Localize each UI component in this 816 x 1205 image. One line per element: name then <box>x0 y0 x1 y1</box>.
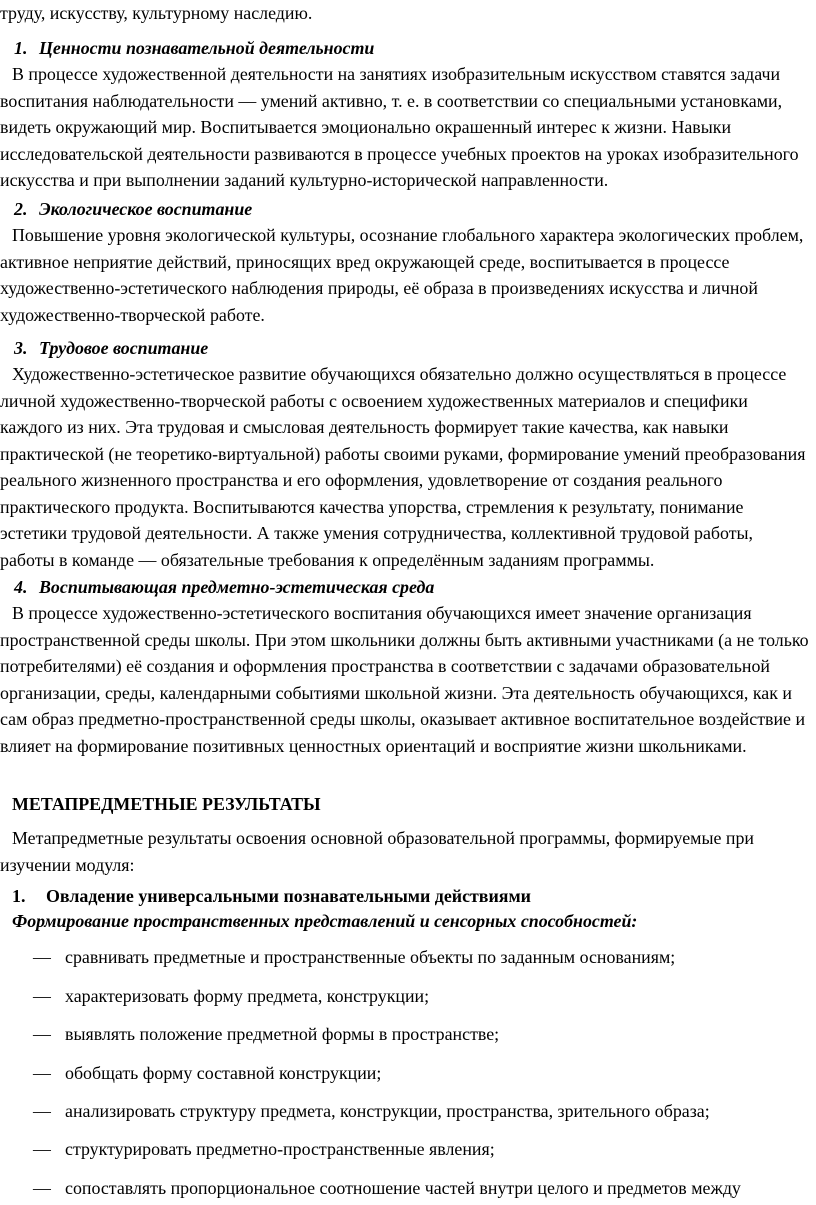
list-item-text: обобщать форму составной конструкции; <box>65 1063 382 1083</box>
section-4-title: Воспитывающая предметно-эстетическая среда <box>39 577 435 597</box>
dash-marker: — <box>33 1139 51 1159</box>
section-3-text: Художественно-эстетическое развитие обучающихся обязательно должно осуществляться в процессе личной художественно-творческой работы с освоением художественных материалов и специфики каждого из них. Эта трудовая и смысловая деятельность формирует такие качества, как навыки практической (не теоретико-виртуальной) работы своими руками, формирование умений преобразования реального жизненного пространства и его оформления, удовлетворение от создания реального практического продукта. Воспитываются качества упорства, стремления к результату, понимание эстетики трудовой деятельности. А также умения сотрудничества, коллективной трудовой работы, работы в команде — обязательные требования к определённым заданиям программы. <box>0 364 806 570</box>
list-item-text: характеризовать форму предмета, конструкции; <box>65 986 430 1006</box>
section-1-heading <box>0 35 374 62</box>
meta-title: МЕТАПРЕДМЕТНЫЕ РЕЗУЛЬТАТЫ <box>12 794 321 814</box>
section-2-number: 2. <box>14 199 28 219</box>
section-3-title: Трудовое воспитание <box>39 338 209 358</box>
section-3-heading <box>0 335 208 362</box>
section-1-number: 1. <box>14 38 28 58</box>
section-2-text: Повышение уровня экологической культуры, осознание глобального характера экологических проблем, активное неприятие действий, приносящих вред окружающей среде, воспитывается в процессе художественно-эстетического наблюдения природы, её образа в произведениях искусства и личной художественно-творческой работе. <box>0 225 804 325</box>
dash-marker: — <box>33 1063 51 1083</box>
list-item-text: выявлять положение предметной формы в пространстве; <box>65 1024 500 1044</box>
section-4-number: 4. <box>14 577 28 597</box>
section-1-title: Ценности познавательной деятельности <box>39 38 375 58</box>
section-1-text: В процессе художественной деятельности на занятиях изобразительным искусством ставятся задачи воспитания наблюдательности — умений активно, т. е. в соответствии со специальными установками, видеть окружающий мир. Воспитывается эмоционально окрашенный интерес к жизни. Навыки исследовательской деятельности развиваются в процессе учебных проектов на уроках изобразительного искусства и при выполнении заданий культурно-исторической направленности. <box>0 64 799 190</box>
section-3-number: 3. <box>14 338 28 358</box>
sub-heading <box>0 883 531 910</box>
sub-number: 1. <box>12 886 26 906</box>
sub-title: Овладение универсальными познавательными действиями <box>46 886 531 906</box>
dash-marker: — <box>33 986 51 1006</box>
list-item-text: структурировать предметно-пространственные явления; <box>65 1139 495 1159</box>
dash-marker: — <box>33 1178 51 1198</box>
section-2-title: Экологическое воспитание <box>39 199 253 219</box>
section-4-heading <box>0 574 434 601</box>
meta-intro: Метапредметные результаты освоения основной образовательной программы, формируемые при изучении модуля: <box>0 828 754 875</box>
list-item-text: сравнивать предметные и пространственные объекты по заданным основаниям; <box>65 947 676 967</box>
list-item-text: анализировать структуру предмета, конструкции, пространства, зрительного образа; <box>65 1101 710 1121</box>
list-item-text: сопоставлять пропорциональное соотношение частей внутри целого и предметов между <box>65 1178 741 1198</box>
section-2-heading <box>0 196 252 223</box>
dash-marker: — <box>33 947 51 967</box>
dash-marker: — <box>33 1101 51 1121</box>
sub-italic: Формирование пространственных представлений и сенсорных способностей: <box>12 911 638 931</box>
top-line: труду, искусству, культурному наследию. <box>0 3 313 23</box>
section-4-text: В процессе художественно-эстетического воспитания обучающихся имеет значение организация пространственной среды школы. При этом школьники должны быть активными участниками (а не только потребителями) её создания и оформления пространства в соответствии с задачами образовательной организации, среды, календарными событиями школьной жизни. Эта деятельность обучающихся, как и сам образ предметно-пространственной среды школы, оказывает активное воспитательное воздействие и влияет на формирование позитивных ценностных ориентаций и восприятие жизни школьниками. <box>0 603 809 756</box>
dash-marker: — <box>33 1024 51 1044</box>
